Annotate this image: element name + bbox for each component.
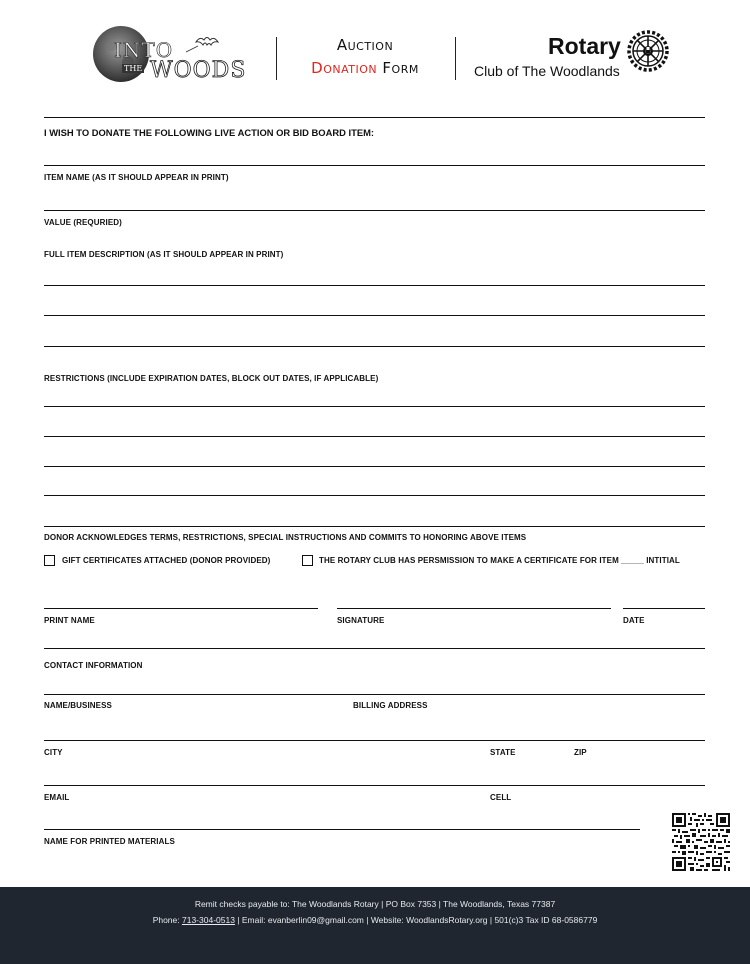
header-divider-left [276,37,277,80]
form-heading: I WISH TO DONATE THE FOLLOWING LIVE ACTION OR BID BOARD ITEM: [44,127,375,138]
rotary-permission-label: THE ROTARY CLUB HAS PERSMISSION TO MAKE A CERTIFICATE FOR ITEM _____ INTITIAL [319,556,680,565]
footer-phone-prefix: Phone: [152,915,182,925]
rotary-wheel-icon [624,27,672,75]
gift-certificate-label: GIFT CERTIFICATES ATTACHED (DONOR PROVIDED) [62,556,271,565]
description-label: FULL ITEM DESCRIPTION (AS IT SHOULD APPEAR IN PRINT) [44,250,284,259]
rule-top [44,117,705,118]
restrictions-label: RESTRICTIONS (INCLUDE EXPIRATION DATES, BLOCK OUT DATES, IF APPLICABLE) [44,374,379,383]
item-name-field[interactable] [44,165,705,166]
email-label: EMAIL [44,793,70,802]
donation-word: Donation [311,59,378,77]
value-label: VALUE (REQURIED) [44,218,122,227]
logo-the-text: THE [124,64,143,73]
rule-contact [44,648,705,649]
rotary-subtitle: Club of The Woodlands [474,63,620,79]
description-line-3[interactable] [44,346,705,347]
billing-address-label: BILLING ADDRESS [353,701,428,710]
footer-contact-rest: | Email: evanberlin09@gmail.com | Website: WoodlandsRotary.org | 501(c)3 Tax ID 68-0586779 [234,915,598,925]
city-field[interactable] [44,740,705,741]
header-divider-right [455,37,456,80]
gift-certificate-checkbox[interactable] [44,555,55,566]
restrictions-line-2[interactable] [44,436,705,437]
city-label: CITY [44,748,63,757]
state-label: STATE [490,748,516,757]
name-business-label: NAME/BUSINESS [44,701,112,710]
printed-name-label: NAME FOR PRINTED MATERIALS [44,837,175,846]
date-field[interactable] [623,608,705,609]
description-line-1[interactable] [44,285,705,286]
rotary-permission-checkbox[interactable] [302,555,313,566]
logo-into-text: INTO [114,38,174,62]
printed-name-field[interactable] [44,829,640,830]
cell-label: CELL [490,793,512,802]
into-the-woods-logo [88,24,248,86]
restrictions-line-1[interactable] [44,406,705,407]
signature-label: SIGNATURE [337,616,385,625]
restrictions-line-4[interactable] [44,495,705,496]
zip-label: ZIP [574,748,587,757]
date-label: DATE [623,616,645,625]
restrictions-line-5[interactable] [44,526,705,527]
value-field[interactable] [44,210,705,211]
restrictions-line-3[interactable] [44,466,705,467]
donation-form-title [300,59,430,77]
qr-code-icon [672,813,730,871]
footer-contact-line [0,915,750,925]
name-business-field[interactable] [44,694,705,695]
acknowledge-text: DONOR ACKNOWLEDGES TERMS, RESTRICTIONS, SPECIAL INSTRUCTIONS AND COMMITS TO HONORING ABOVE ITEMS [44,533,527,542]
footer-remit-line: Remit checks payable to: The Woodlands Rotary | PO Box 7353 | The Woodlands, Texas 77387 [194,899,556,909]
description-line-2[interactable] [44,315,705,316]
footer-phone-link[interactable]: 713-304-0513 [182,915,235,925]
item-name-label: ITEM NAME (AS IT SHOULD APPEAR IN PRINT) [44,173,229,182]
logo-woods-text: WOODS [150,58,247,83]
rotary-title: Rotary [548,33,621,59]
form-word: Form [382,59,419,77]
footer [0,887,750,964]
email-field[interactable] [44,785,705,786]
auction-title: Auction [336,36,394,54]
print-name-field[interactable] [44,608,318,609]
print-name-label: PRINT NAME [44,616,95,625]
signature-field[interactable] [337,608,611,609]
contact-heading: CONTACT INFORMATION [44,661,143,670]
